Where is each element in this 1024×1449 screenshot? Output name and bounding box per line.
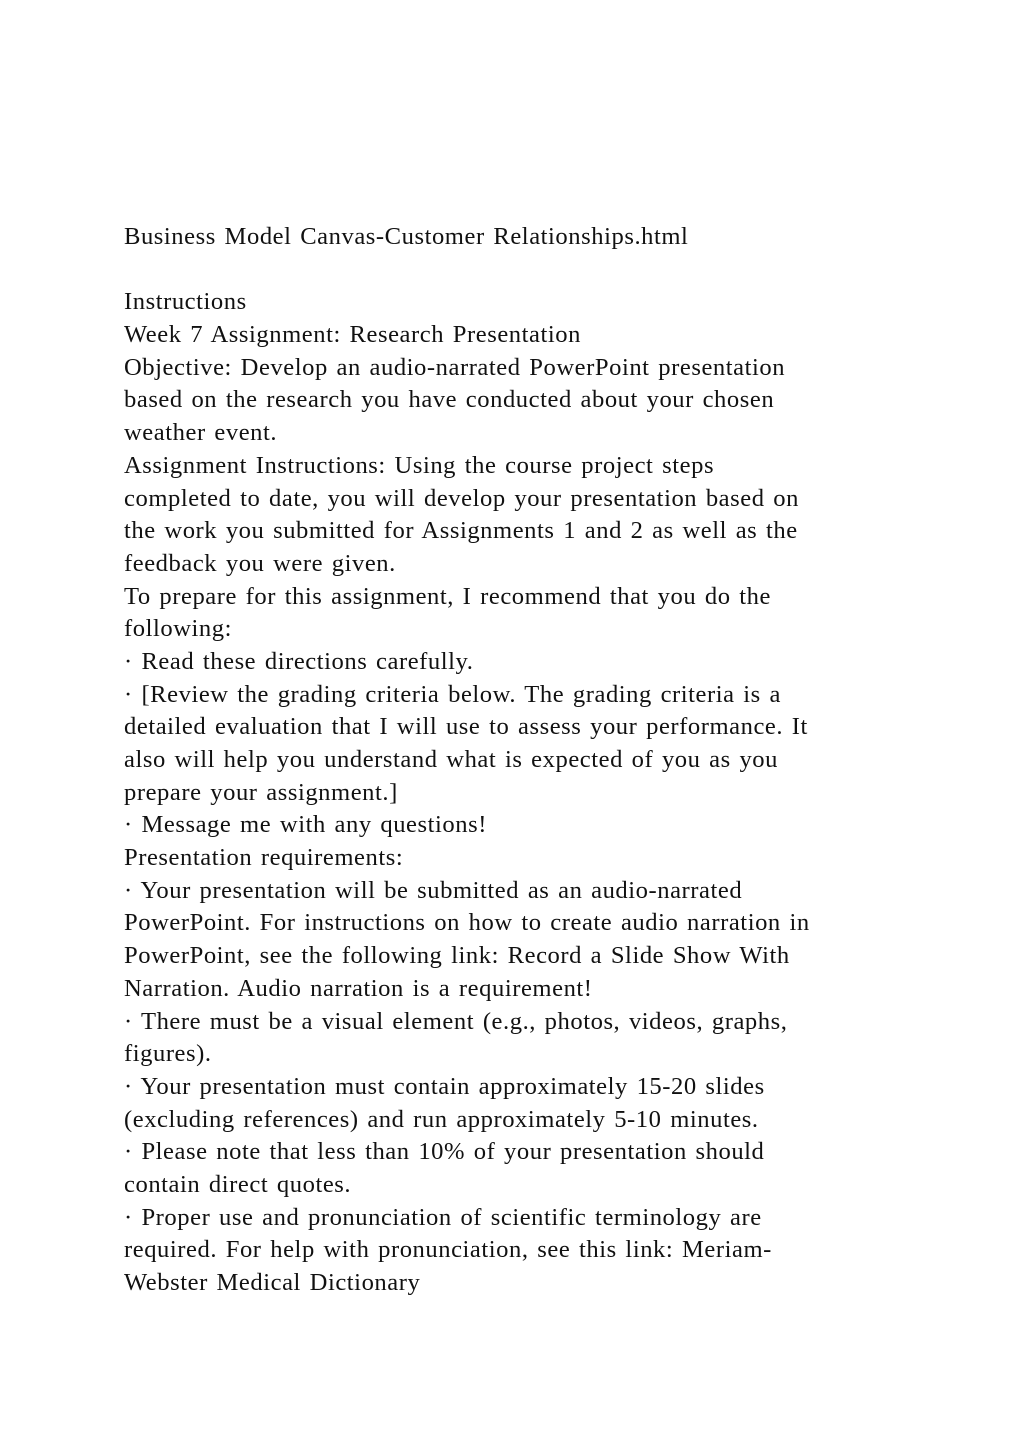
assignment-instructions-line: the work you submitted for Assignments 1 and 2 as well as the <box>124 517 798 545</box>
prepare-line: following: <box>124 615 232 643</box>
requirements-line: figures). <box>124 1040 212 1068</box>
requirements-line: PowerPoint, see the following link: Record a Slide Show With <box>124 942 790 970</box>
requirements-line: contain direct quotes. <box>124 1170 352 1198</box>
assignment-instructions-line: Assignment Instructions: Using the course project steps <box>124 451 715 479</box>
requirements-line: · Please note that less than 10% of your presentation should <box>124 1138 765 1166</box>
instructions-heading: Instructions <box>124 288 247 316</box>
prepare-bullet-line: detailed evaluation that I will use to assess your performance. It <box>124 713 808 741</box>
requirements-line: · Proper use and pronunciation of scientific terminology are <box>124 1203 762 1231</box>
objective-line: weather event. <box>124 419 278 447</box>
prepare-bullet-line: · [Review the grading criteria below. The grading criteria is a <box>124 680 781 708</box>
requirements-line: PowerPoint. For instructions on how to create audio narration in <box>124 909 810 937</box>
requirements-line: · Your presentation will be submitted as an audio-narrated <box>124 876 743 904</box>
requirements-line: · Your presentation must contain approximately 15-20 slides <box>124 1072 765 1100</box>
document-body <box>124 221 924 1300</box>
requirements-heading: Presentation requirements: <box>124 844 404 872</box>
assignment-title: Week 7 Assignment: Research Presentation <box>124 321 581 349</box>
assignment-instructions-line: completed to date, you will develop your presentation based on <box>124 484 799 512</box>
requirements-line: Narration. Audio narration is a requirement! <box>124 974 593 1002</box>
blank-line <box>124 254 924 287</box>
prepare-bullet-line: · Read these directions carefully. <box>124 647 474 675</box>
requirements-line: (excluding references) and run approximately 5-10 minutes. <box>124 1105 759 1133</box>
requirements-line: · There must be a visual element (e.g., photos, videos, graphs, <box>124 1007 788 1035</box>
prepare-bullet-line: · Message me with any questions! <box>124 811 487 839</box>
objective-line: Objective: Develop an audio-narrated PowerPoint presentation <box>124 353 786 381</box>
assignment-instructions-line: feedback you were given. <box>124 549 396 577</box>
prepare-bullet-line: also will help you understand what is expected of you as you <box>124 746 779 773</box>
prepare-bullet-line: prepare your assignment.] <box>124 778 398 806</box>
objective-line: based on the research you have conducted about your chosen <box>124 386 775 414</box>
requirements-line: required. For help with pronunciation, see this link: Meriam- <box>124 1236 772 1264</box>
requirements-line: Webster Medical Dictionary <box>124 1269 421 1296</box>
document-title: Business Model Canvas-Customer Relationships.html <box>124 223 689 250</box>
prepare-line: To prepare for this assignment, I recommend that you do the <box>124 582 771 610</box>
